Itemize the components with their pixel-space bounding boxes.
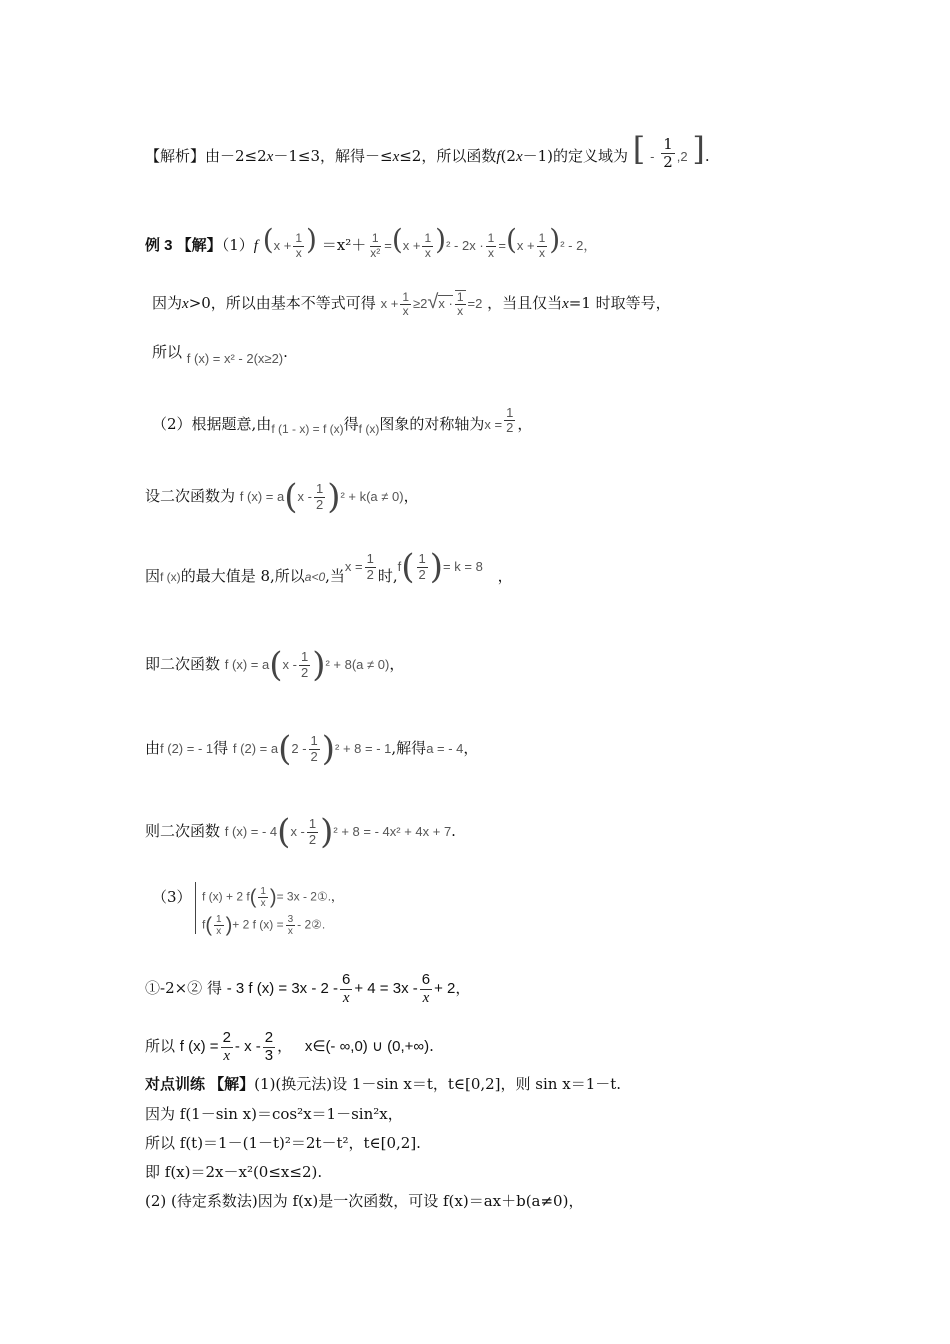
paren-close: )	[435, 223, 447, 256]
text: (2	[500, 147, 516, 165]
example-3-line	[145, 223, 597, 260]
numerator: 1	[371, 231, 379, 246]
paren-close: )	[269, 886, 277, 909]
expr: x +	[516, 238, 535, 253]
fraction	[314, 482, 325, 512]
fraction	[365, 552, 376, 582]
paren-close: )	[327, 477, 341, 517]
text: =1 时取等号，	[568, 294, 671, 313]
quadratic-setup-line	[145, 477, 419, 517]
denominator: x	[402, 303, 409, 318]
text: ,当	[325, 567, 345, 585]
part-2-line	[152, 405, 533, 440]
text: 所以	[152, 343, 183, 361]
fraction	[504, 406, 515, 436]
text: 【解析】由－2≤2	[145, 147, 267, 165]
denominator: x	[287, 926, 293, 937]
practice-line-4	[145, 1165, 322, 1180]
expr: ² - 2x ·	[446, 238, 484, 253]
fraction	[340, 972, 352, 1006]
numerator: 1	[506, 405, 514, 420]
interval-end: ,2	[676, 149, 688, 164]
paren-close: )	[306, 223, 317, 256]
solve-a-line	[145, 729, 479, 769]
formula: - x -	[234, 1038, 261, 1055]
expr: x +	[402, 238, 421, 253]
expr: x +	[273, 238, 292, 253]
numerator: 3	[287, 914, 294, 925]
text: ,解得	[391, 739, 427, 757]
denominator: x	[216, 926, 222, 937]
practice-line-1	[145, 1077, 621, 1092]
dot: .	[283, 343, 288, 361]
denominator: 2	[308, 831, 317, 847]
paren-close: )	[321, 729, 336, 769]
equals: =	[498, 238, 506, 253]
fraction	[455, 290, 466, 318]
sqrt-icon: √	[427, 291, 439, 314]
text: ①-2×② 得	[145, 979, 222, 997]
result-line-3	[145, 1030, 434, 1064]
system-row-2	[202, 914, 325, 937]
formula: ² + 8 = - 1	[335, 741, 392, 756]
fraction-one-half	[661, 136, 675, 170]
paren-open: (	[401, 547, 415, 587]
func: f	[202, 917, 206, 932]
text: >0，所以由基本不等式可得	[188, 294, 376, 313]
inequality-line	[152, 290, 671, 318]
formula: + 2 f (x) =	[232, 917, 284, 932]
numerator: 1	[663, 135, 673, 153]
numerator: 1	[216, 914, 222, 925]
numerator: 1	[456, 290, 464, 304]
formula: - 2②.	[297, 917, 326, 932]
practice-line-5	[145, 1194, 583, 1209]
text: 图象的对称轴为	[379, 414, 485, 433]
period: .	[704, 147, 710, 165]
expr: x -	[297, 489, 312, 504]
comma: ，	[517, 414, 533, 433]
paren-open: (	[205, 914, 213, 937]
part-3-line	[152, 890, 192, 905]
numerator: 1	[487, 231, 495, 246]
text: ≤2，所以函数	[399, 147, 497, 165]
denominator: x	[260, 898, 266, 909]
comma: ，	[497, 567, 513, 585]
formula: f (x) = a	[239, 489, 285, 504]
paren-open: (	[249, 886, 257, 909]
comma: ，	[403, 487, 419, 505]
denominator: 2	[315, 496, 324, 512]
numerator: 1	[315, 481, 324, 497]
var: x	[182, 296, 189, 313]
comma: ，	[389, 655, 405, 673]
expr: ² - 2，	[560, 238, 597, 253]
text: －1≤3，解得－≤	[273, 147, 393, 165]
expr: x -	[290, 824, 305, 839]
formula: - 3 f (x) = 3x - 2 -	[226, 980, 339, 997]
text: 则二次函数	[145, 822, 221, 840]
denominator: 2	[310, 748, 318, 764]
text: 由	[145, 739, 161, 757]
denominator: x	[342, 989, 350, 1006]
denominator: x	[457, 304, 464, 319]
fraction	[537, 232, 548, 259]
part-label: （3）	[152, 888, 192, 906]
formula: ² + k(a ≠ 0)	[340, 489, 404, 504]
text: 即 f(x)＝2x－x²(0≤x≤2).	[145, 1163, 323, 1181]
practice-line-3	[145, 1136, 421, 1151]
dot: .	[451, 822, 456, 840]
fraction	[221, 1030, 233, 1064]
denominator: x	[295, 245, 302, 260]
text: －1)的定义域为	[522, 147, 629, 165]
analysis-line-1	[145, 130, 710, 174]
expr: x +	[380, 296, 399, 312]
result-line-1	[152, 343, 288, 366]
denominator: 2	[663, 152, 673, 171]
numerator: 6	[421, 971, 431, 988]
formula: = 3x - 2①.	[276, 889, 332, 904]
var: x	[515, 149, 523, 165]
equals: =	[384, 238, 392, 253]
text: ，当且仅当	[487, 294, 563, 313]
text: 得	[213, 739, 229, 757]
text: 得	[343, 414, 359, 433]
formula: f (x) = a	[224, 657, 270, 672]
fraction	[293, 232, 304, 259]
fraction	[486, 232, 497, 259]
quadratic-line-2	[145, 645, 405, 685]
fraction	[258, 886, 268, 909]
paren-close: )	[320, 812, 334, 852]
system-row-1	[202, 886, 343, 909]
expr: x =	[484, 416, 503, 432]
bracket-close: ]	[692, 130, 705, 168]
numerator: 1	[418, 551, 426, 567]
denominator: x²	[370, 245, 381, 260]
numerator: 2	[264, 1029, 274, 1046]
example-label: 例 3 【解】	[145, 237, 222, 254]
formula: f (x) + 2 f	[202, 889, 250, 904]
formula: + 4 = 3x -	[354, 980, 418, 997]
system-brace	[195, 882, 196, 934]
var: x	[266, 149, 274, 165]
denominator: x	[538, 245, 545, 260]
paren-open: (	[277, 812, 291, 852]
text: 所以	[145, 1037, 176, 1055]
var: x	[562, 296, 569, 313]
paren-open: (	[505, 223, 517, 256]
text: 即二次函数	[145, 655, 221, 673]
comma: ，	[463, 739, 479, 757]
text: 时,	[377, 567, 398, 585]
numerator: 1	[308, 816, 317, 832]
fraction	[263, 1030, 275, 1064]
expr: x =	[344, 559, 363, 574]
text: (2) (待定系数法)因为 f(x)是一次函数，可设 f(x)＝ax＋b(a≠0)，	[145, 1192, 584, 1210]
formula: f (2) = a	[232, 741, 279, 756]
fraction	[417, 552, 428, 582]
text: 因为 f(1－sin x)＝cos²x＝1－sin²x，	[145, 1105, 403, 1123]
formula: f (2) = - 1	[160, 741, 214, 756]
part-label: （1）	[221, 236, 254, 254]
numerator: 1	[424, 231, 432, 246]
expr: ≥2	[413, 296, 428, 312]
func: f	[397, 559, 402, 574]
denominator: x	[488, 245, 495, 260]
fraction	[286, 914, 296, 937]
fraction	[400, 291, 411, 318]
numerator: 2	[222, 1029, 231, 1046]
formula: f (x) = x² - 2(x≥2)	[186, 351, 284, 366]
text: （2）根据题意,由	[152, 414, 272, 433]
minus-sign: -	[650, 149, 655, 164]
formula: f (x)	[160, 570, 181, 584]
denominator: x	[424, 245, 431, 260]
text: 因	[145, 567, 161, 585]
formula: x∈(- ∞,0) ∪ (0,+∞)	[304, 1038, 430, 1055]
dot: .	[429, 1037, 434, 1055]
fraction	[307, 817, 318, 847]
text: 的最大值是 8,所以	[180, 567, 305, 585]
numerator: 1	[366, 551, 374, 567]
formula: f (x)	[358, 421, 380, 436]
var: x	[392, 149, 400, 165]
denominator: 3	[264, 1046, 274, 1064]
paren-close: )	[549, 223, 561, 256]
comma: ，	[455, 979, 471, 997]
denominator: 2	[300, 664, 309, 680]
var: f	[496, 149, 501, 165]
paren-open: (	[278, 729, 292, 769]
paren-open: (	[391, 223, 403, 256]
formula: ² + 8(a ≠ 0)	[325, 657, 390, 672]
numerator: 1	[538, 231, 546, 246]
paren-open: (	[262, 223, 274, 256]
paren-close: )	[225, 914, 233, 937]
practice-line-2	[145, 1107, 403, 1122]
numerator: 1	[402, 289, 409, 304]
expr: x -	[282, 657, 297, 672]
fraction	[422, 232, 433, 259]
formula: f (x) = - 4	[224, 824, 278, 839]
expr: x ·	[438, 296, 453, 312]
expr: 2 -	[291, 741, 307, 756]
paren-close: )	[312, 645, 326, 685]
paren-open: (	[269, 645, 283, 685]
denominator: x	[422, 989, 430, 1006]
text: 设二次函数为	[145, 487, 236, 505]
formula: + 2	[434, 980, 456, 997]
numerator: 1	[300, 649, 309, 665]
denominator: 2	[366, 566, 374, 582]
expr: =2	[467, 296, 483, 312]
fraction	[368, 232, 382, 259]
text: 所以 f(t)＝1－(1－t)²＝2t－t²，t∈[0,2].	[145, 1134, 421, 1152]
bracket-open: [	[632, 130, 646, 168]
fraction	[299, 650, 310, 680]
elimination-line	[145, 972, 470, 1006]
paren-open: (	[284, 477, 298, 517]
comma: ，	[331, 889, 344, 904]
final-quadratic-line	[145, 812, 456, 852]
numerator: 1	[310, 733, 318, 749]
fraction	[309, 734, 320, 764]
fraction	[214, 914, 224, 937]
numerator: 1	[260, 886, 266, 897]
denominator: 2	[506, 420, 514, 436]
func: f	[253, 238, 258, 254]
comma: ，	[277, 1037, 293, 1055]
formula: a = - 4	[426, 741, 464, 756]
numerator: 1	[295, 231, 303, 246]
text: 因为	[152, 294, 183, 313]
formula: f (1 - x) = f (x)	[271, 421, 344, 436]
formula: = k = 8	[443, 559, 483, 574]
denominator: x	[223, 1047, 231, 1064]
fraction	[420, 972, 432, 1006]
formula: ² + 8 = - 4x² + 4x + 7	[333, 824, 452, 839]
expr: ＝x²＋	[321, 236, 367, 254]
text: (1)(换元法)设 1－sin x＝t，t∈[0,2]，则 sin x＝1－t.	[254, 1075, 622, 1093]
max-value-line	[145, 547, 513, 594]
denominator: 2	[418, 566, 426, 582]
practice-label: 对点训练 【解】	[145, 1076, 255, 1093]
numerator: 6	[342, 971, 351, 988]
formula: a<0	[304, 570, 326, 584]
formula: f (x) =	[179, 1038, 219, 1055]
paren-close: )	[429, 547, 444, 587]
